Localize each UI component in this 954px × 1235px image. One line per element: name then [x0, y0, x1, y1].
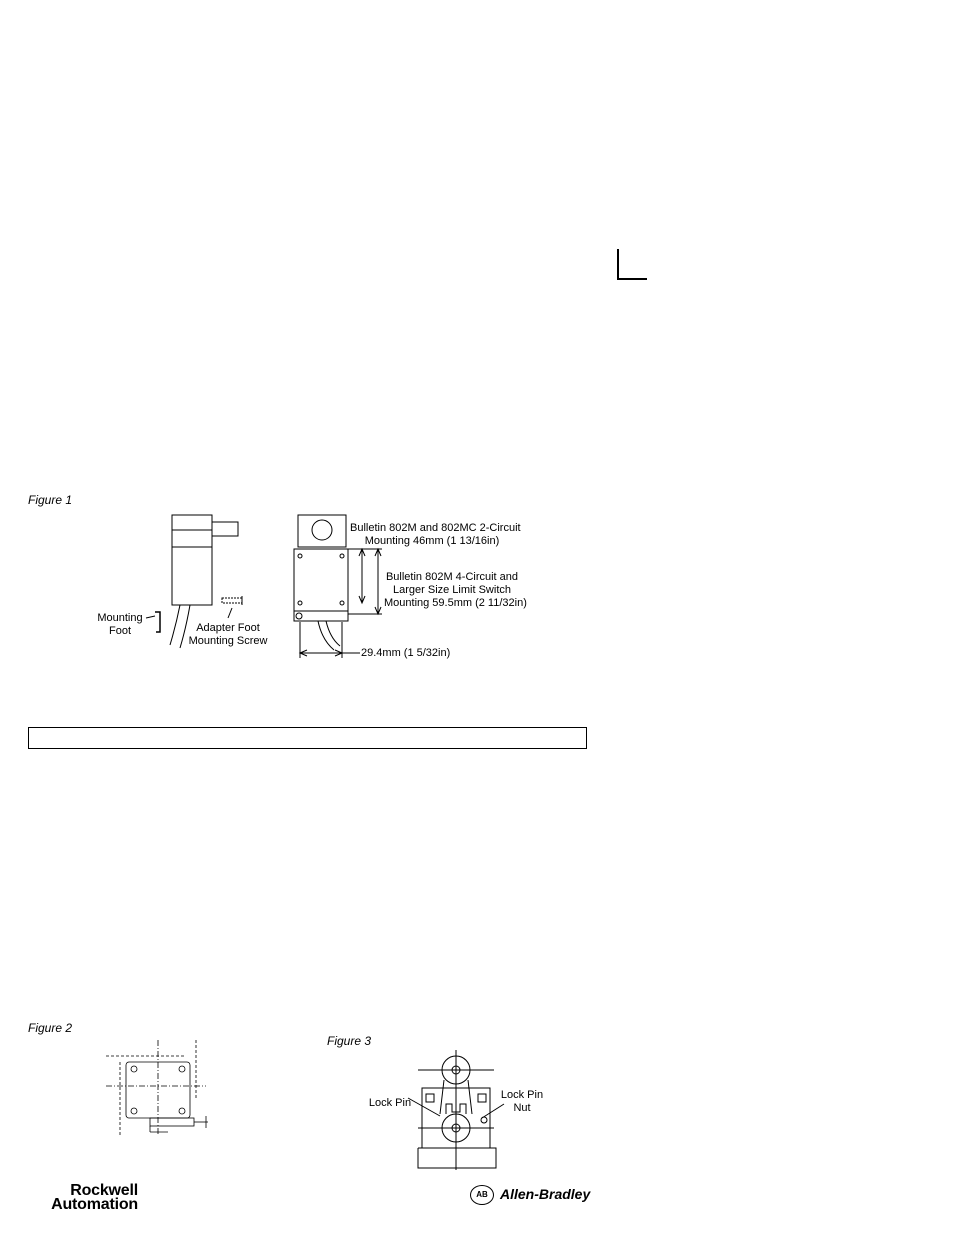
adapter-foot-label-line1: Adapter Foot: [196, 622, 260, 634]
lock-pin-nut-label: [500, 1089, 544, 1115]
lock-pin-nut-label-line2: Nut: [513, 1102, 531, 1114]
allen-bradley-badge-icon: AB: [470, 1185, 494, 1205]
mounting-foot-label-line2: Foot: [108, 625, 131, 637]
bulletin-2circuit-label-line2: Mounting 46mm (1 13/16in): [364, 535, 500, 547]
bulletin-2circuit-label-line1: Bulletin 802M and 802MC 2-Circuit: [350, 522, 521, 534]
switch-body-top: [418, 1148, 496, 1168]
width-dimension-label: 29.4mm (1 5/32in): [361, 647, 451, 659]
figure-2-caption: Figure 2: [28, 1021, 73, 1035]
rockwell-automation-logo: [28, 1184, 138, 1212]
lock-pin-label: Lock Pin: [368, 1097, 412, 1109]
rockwell-logo-line1: Rockwell: [70, 1182, 138, 1199]
bulletin-4circuit-label-line3: Mounting 59.5mm (2 11/32in): [384, 597, 527, 609]
bulletin-4circuit-label-line1: Bulletin 802M 4-Circuit and: [385, 571, 519, 583]
mounting-foot-label-line1: Mounting: [97, 612, 143, 624]
rockwell-logo-line2: Automation: [51, 1196, 138, 1213]
figure-3-caption: Figure 3: [327, 1034, 372, 1048]
adapter-foot-label-line2: Mounting Screw: [188, 635, 268, 647]
bulletin-4circuit-label-line2: Larger Size Limit Switch: [393, 584, 511, 596]
allen-bradley-logo: Allen-Bradley: [500, 1186, 591, 1202]
figure-1-caption: Figure 1: [28, 493, 73, 507]
lock-pin-nut-label-line1: Lock Pin: [500, 1089, 544, 1101]
